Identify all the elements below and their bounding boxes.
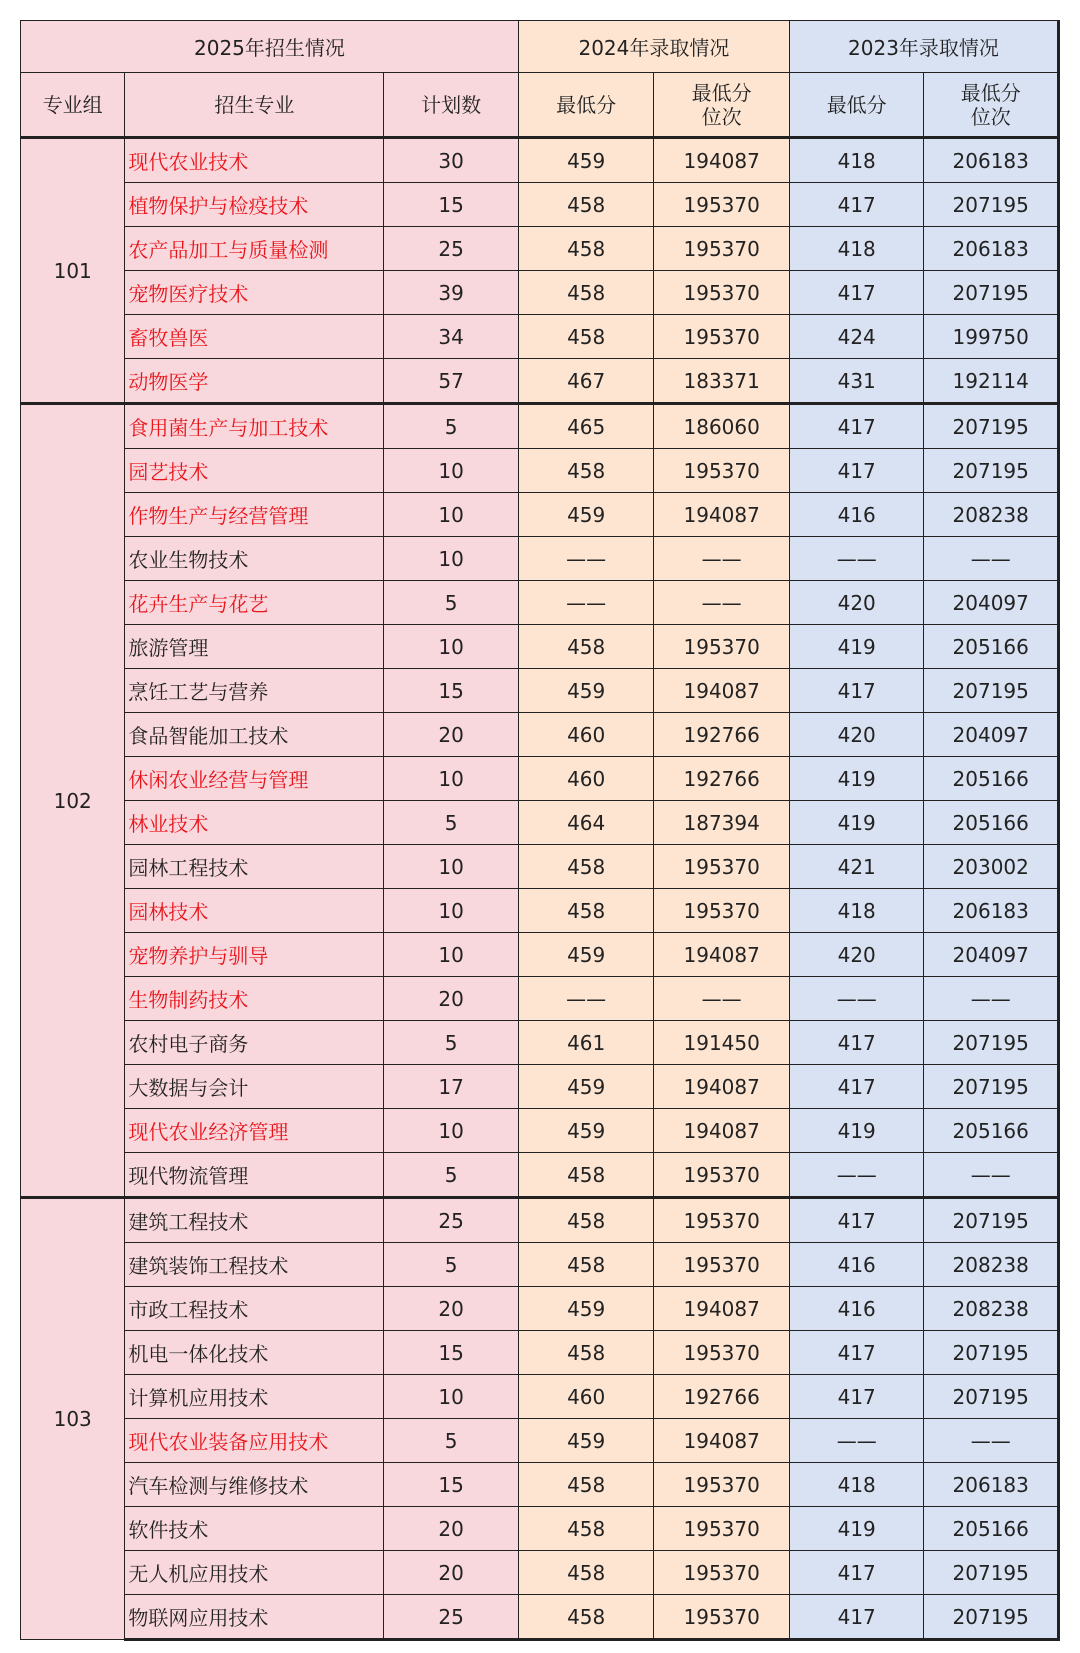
table-row	[21, 1065, 1059, 1109]
plan-count-cell: 10	[384, 889, 519, 933]
min-score-2023-cell: 417	[789, 271, 924, 315]
min-score-2024-cell: 458	[518, 625, 654, 669]
min-score-2024-cell: 458	[518, 315, 654, 359]
major-name-cell: 物联网应用技术	[125, 1595, 384, 1640]
min-rank-2024-cell: 183371	[654, 359, 790, 404]
plan-count-cell: 5	[384, 1153, 519, 1198]
min-rank-2023-cell: 192114	[924, 359, 1059, 404]
plan-count-cell: 5	[384, 1419, 519, 1463]
min-score-2023-cell: 418	[789, 227, 924, 271]
min-rank-2024-cell: 192766	[654, 713, 790, 757]
major-name-cell: 现代农业经济管理	[125, 1109, 384, 1153]
min-score-2024-cell: 460	[518, 713, 654, 757]
min-score-2023-cell: 419	[789, 757, 924, 801]
table-row	[21, 1463, 1059, 1507]
min-rank-2024-cell: 195370	[654, 1463, 790, 1507]
plan-count-cell: 10	[384, 493, 519, 537]
min-score-2024-cell: 458	[518, 183, 654, 227]
min-score-2024-cell: 459	[518, 1065, 654, 1109]
min-score-2023-cell: 417	[789, 449, 924, 493]
major-name-cell: 宠物养护与驯导	[125, 933, 384, 977]
major-name-cell: 农村电子商务	[125, 1021, 384, 1065]
min-rank-2023-cell: 205166	[924, 757, 1059, 801]
min-score-2023-cell: 418	[789, 1463, 924, 1507]
table-row	[21, 1331, 1059, 1375]
min-rank-2023-cell: 208238	[924, 493, 1059, 537]
min-score-2024-cell: 458	[518, 1463, 654, 1507]
min-score-2024-cell: 458	[518, 227, 654, 271]
table-row	[21, 1243, 1059, 1287]
major-name-cell: 园艺技术	[125, 449, 384, 493]
major-name-cell: 农业生物技术	[125, 537, 384, 581]
min-score-2023-cell: 417	[789, 669, 924, 713]
table-row	[21, 713, 1059, 757]
table-row	[21, 271, 1059, 315]
table-row	[21, 1198, 1059, 1243]
table-row	[21, 977, 1059, 1021]
min-score-2024-cell: 461	[518, 1021, 654, 1065]
plan-count-cell: 10	[384, 449, 519, 493]
min-rank-2023-cell: 207195	[924, 1021, 1059, 1065]
major-name-cell: 大数据与会计	[125, 1065, 384, 1109]
min-rank-2024-cell: 195370	[654, 227, 790, 271]
col-header-rank-2023	[924, 73, 1059, 138]
plan-count-cell: 5	[384, 404, 519, 449]
min-rank-2023-cell: 207195	[924, 669, 1059, 713]
group-code-cell: 102	[21, 404, 125, 1198]
min-rank-2023-cell: ——	[924, 537, 1059, 581]
min-score-2024-cell: 458	[518, 1507, 654, 1551]
min-rank-2024-cell: 186060	[654, 404, 790, 449]
min-score-2023-cell: 417	[789, 1375, 924, 1419]
min-score-2024-cell: 458	[518, 1198, 654, 1243]
min-rank-2024-cell: 191450	[654, 1021, 790, 1065]
min-score-2023-cell: 420	[789, 581, 924, 625]
plan-count-cell: 25	[384, 1198, 519, 1243]
plan-count-cell: 5	[384, 801, 519, 845]
admissions-table-wrapper	[20, 20, 1060, 1641]
major-name-cell: 市政工程技术	[125, 1287, 384, 1331]
min-score-2024-cell: 459	[518, 1287, 654, 1331]
min-score-2023-cell: 417	[789, 1021, 924, 1065]
min-score-2024-cell: 458	[518, 1331, 654, 1375]
table-row	[21, 183, 1059, 227]
min-score-2023-cell: ——	[789, 537, 924, 581]
admissions-table	[20, 20, 1060, 1641]
min-rank-2024-cell: 195370	[654, 449, 790, 493]
min-score-2024-cell: 459	[518, 669, 654, 713]
major-name-cell: 计算机应用技术	[125, 1375, 384, 1419]
min-rank-2024-cell: ——	[654, 581, 790, 625]
min-score-2024-cell: 458	[518, 845, 654, 889]
min-score-2023-cell: 419	[789, 1109, 924, 1153]
min-rank-2023-cell: 207195	[924, 1595, 1059, 1640]
table-row	[21, 757, 1059, 801]
major-name-cell: 园林技术	[125, 889, 384, 933]
table-row	[21, 1595, 1059, 1640]
table-header	[21, 21, 1059, 138]
plan-count-cell: 10	[384, 1375, 519, 1419]
min-score-2024-cell: ——	[518, 977, 654, 1021]
min-score-2023-cell: ——	[789, 1419, 924, 1463]
min-rank-2023-cell: ——	[924, 977, 1059, 1021]
table-row	[21, 359, 1059, 404]
table-row	[21, 581, 1059, 625]
min-rank-2024-cell: 194087	[654, 138, 790, 183]
min-score-2024-cell: 458	[518, 1595, 654, 1640]
min-score-2024-cell: 458	[518, 271, 654, 315]
min-rank-2023-cell: 205166	[924, 625, 1059, 669]
min-score-2023-cell: 421	[789, 845, 924, 889]
major-name-cell: 宠物医疗技术	[125, 271, 384, 315]
min-rank-2024-cell: 194087	[654, 493, 790, 537]
min-rank-2023-cell: 208238	[924, 1243, 1059, 1287]
min-rank-2023-cell: 207195	[924, 183, 1059, 227]
min-score-2024-cell: 459	[518, 1109, 654, 1153]
min-rank-2023-cell: 205166	[924, 1507, 1059, 1551]
section-2025-heading: 2025年招生情况	[21, 21, 519, 73]
table-row	[21, 1287, 1059, 1331]
min-rank-2024-cell: 194087	[654, 1419, 790, 1463]
table-row	[21, 625, 1059, 669]
min-score-2024-cell: ——	[518, 581, 654, 625]
min-score-2024-cell: 458	[518, 1243, 654, 1287]
major-name-cell: 休闲农业经营与管理	[125, 757, 384, 801]
min-score-2024-cell: 460	[518, 1375, 654, 1419]
plan-count-cell: 10	[384, 537, 519, 581]
plan-count-cell: 5	[384, 1021, 519, 1065]
min-score-2023-cell: 417	[789, 183, 924, 227]
min-rank-2024-cell: 195370	[654, 1551, 790, 1595]
plan-count-cell: 20	[384, 713, 519, 757]
major-name-cell: 动物医学	[125, 359, 384, 404]
min-score-2024-cell: 459	[518, 138, 654, 183]
major-name-cell: 植物保护与检疫技术	[125, 183, 384, 227]
min-score-2023-cell: 420	[789, 713, 924, 757]
plan-count-cell: 15	[384, 183, 519, 227]
major-name-cell: 作物生产与经营管理	[125, 493, 384, 537]
min-score-2023-cell: 420	[789, 933, 924, 977]
min-rank-2024-cell: 192766	[654, 757, 790, 801]
min-rank-2023-cell: 207195	[924, 271, 1059, 315]
col-header-plan: 计划数	[384, 73, 519, 138]
min-score-2024-cell: ——	[518, 537, 654, 581]
min-score-2023-cell: 417	[789, 404, 924, 449]
table-row	[21, 315, 1059, 359]
min-score-2024-cell: 458	[518, 889, 654, 933]
min-rank-2024-cell: 195370	[654, 1243, 790, 1287]
min-score-2024-cell: 467	[518, 359, 654, 404]
table-row	[21, 1153, 1059, 1198]
table-row	[21, 537, 1059, 581]
min-rank-2023-cell: 205166	[924, 801, 1059, 845]
min-rank-2023-cell: 203002	[924, 845, 1059, 889]
plan-count-cell: 20	[384, 1551, 519, 1595]
min-rank-2024-cell: 195370	[654, 1331, 790, 1375]
min-score-2023-cell: 416	[789, 493, 924, 537]
min-rank-2023-cell: 199750	[924, 315, 1059, 359]
table-row	[21, 1109, 1059, 1153]
col-header-min-2023: 最低分	[789, 73, 924, 138]
col-header-group: 专业组	[21, 73, 125, 138]
major-name-cell: 畜牧兽医	[125, 315, 384, 359]
table-row	[21, 404, 1059, 449]
min-rank-2023-cell: ——	[924, 1419, 1059, 1463]
min-score-2023-cell: 419	[789, 801, 924, 845]
plan-count-cell: 15	[384, 1331, 519, 1375]
min-score-2024-cell: 459	[518, 933, 654, 977]
min-rank-2024-cell: 194087	[654, 933, 790, 977]
table-row	[21, 845, 1059, 889]
min-rank-2023-cell: 206183	[924, 1463, 1059, 1507]
min-score-2023-cell: 417	[789, 1065, 924, 1109]
min-rank-2024-cell: 195370	[654, 1153, 790, 1198]
major-name-cell: 园林工程技术	[125, 845, 384, 889]
min-rank-2023-cell: 208238	[924, 1287, 1059, 1331]
plan-count-cell: 20	[384, 1287, 519, 1331]
min-rank-2024-cell: 195370	[654, 845, 790, 889]
table-row	[21, 227, 1059, 271]
min-rank-2023-cell: 207195	[924, 1331, 1059, 1375]
col-header-rank-2024	[654, 73, 790, 138]
plan-count-cell: 10	[384, 933, 519, 977]
major-name-cell: 食用菌生产与加工技术	[125, 404, 384, 449]
group-code-cell: 101	[21, 138, 125, 404]
major-name-cell: 林业技术	[125, 801, 384, 845]
plan-count-cell: 10	[384, 757, 519, 801]
major-name-cell: 现代物流管理	[125, 1153, 384, 1198]
min-score-2023-cell: 418	[789, 138, 924, 183]
plan-count-cell: 10	[384, 845, 519, 889]
min-score-2023-cell: 417	[789, 1331, 924, 1375]
plan-count-cell: 25	[384, 227, 519, 271]
table-row	[21, 1551, 1059, 1595]
plan-count-cell: 20	[384, 977, 519, 1021]
table-row	[21, 933, 1059, 977]
min-rank-2023-cell: 206183	[924, 138, 1059, 183]
min-rank-2023-cell: 206183	[924, 227, 1059, 271]
plan-count-cell: 20	[384, 1507, 519, 1551]
min-rank-2024-cell: 187394	[654, 801, 790, 845]
min-score-2023-cell: 419	[789, 625, 924, 669]
section-2024-heading: 2024年录取情况	[518, 21, 789, 73]
major-name-cell: 旅游管理	[125, 625, 384, 669]
min-score-2023-cell: 417	[789, 1595, 924, 1640]
min-score-2024-cell: 464	[518, 801, 654, 845]
major-name-cell: 生物制药技术	[125, 977, 384, 1021]
min-score-2023-cell: 417	[789, 1198, 924, 1243]
min-rank-2023-cell: 207195	[924, 404, 1059, 449]
major-name-cell: 建筑工程技术	[125, 1198, 384, 1243]
plan-count-cell: 17	[384, 1065, 519, 1109]
plan-count-cell: 34	[384, 315, 519, 359]
major-name-cell: 现代农业技术	[125, 138, 384, 183]
table-row	[21, 493, 1059, 537]
plan-count-cell: 57	[384, 359, 519, 404]
min-rank-2024-cell: 195370	[654, 183, 790, 227]
min-rank-2023-cell: 207195	[924, 1375, 1059, 1419]
min-rank-2024-cell: 195370	[654, 271, 790, 315]
table-row	[21, 801, 1059, 845]
table-row	[21, 1419, 1059, 1463]
min-score-2024-cell: 459	[518, 1419, 654, 1463]
min-score-2023-cell: 431	[789, 359, 924, 404]
plan-count-cell: 5	[384, 581, 519, 625]
table-body	[21, 138, 1059, 1640]
min-rank-2024-cell: 195370	[654, 889, 790, 933]
table-row	[21, 1507, 1059, 1551]
min-rank-2024-cell: 195370	[654, 1595, 790, 1640]
min-rank-2024-cell: 194087	[654, 1109, 790, 1153]
min-rank-2024-cell: 194087	[654, 1065, 790, 1109]
min-rank-2024-cell: 195370	[654, 1198, 790, 1243]
major-name-cell: 无人机应用技术	[125, 1551, 384, 1595]
min-rank-2023-cell: 207195	[924, 1065, 1059, 1109]
plan-count-cell: 5	[384, 1243, 519, 1287]
plan-count-cell: 15	[384, 1463, 519, 1507]
major-name-cell: 软件技术	[125, 1507, 384, 1551]
min-rank-2024-cell: ——	[654, 977, 790, 1021]
min-rank-2024-cell: 195370	[654, 315, 790, 359]
major-name-cell: 烹饪工艺与营养	[125, 669, 384, 713]
plan-count-cell: 10	[384, 625, 519, 669]
plan-count-cell: 39	[384, 271, 519, 315]
min-rank-2024-cell: 195370	[654, 625, 790, 669]
col-header-min-2024: 最低分	[518, 73, 654, 138]
group-code-cell: 103	[21, 1198, 125, 1640]
table-row	[21, 669, 1059, 713]
min-rank-2024-cell: 194087	[654, 1287, 790, 1331]
section-2023-heading: 2023年录取情况	[789, 21, 1058, 73]
plan-count-cell: 30	[384, 138, 519, 183]
min-score-2024-cell: 459	[518, 493, 654, 537]
min-score-2024-cell: 458	[518, 449, 654, 493]
table-row	[21, 138, 1059, 183]
table-row	[21, 449, 1059, 493]
min-score-2024-cell: 458	[518, 1551, 654, 1595]
min-rank-2023-cell: 204097	[924, 933, 1059, 977]
table-row	[21, 889, 1059, 933]
min-rank-2023-cell: 204097	[924, 581, 1059, 625]
min-score-2024-cell: 465	[518, 404, 654, 449]
min-rank-2023-cell: 204097	[924, 713, 1059, 757]
major-name-cell: 现代农业装备应用技术	[125, 1419, 384, 1463]
major-name-cell: 汽车检测与维修技术	[125, 1463, 384, 1507]
plan-count-cell: 15	[384, 669, 519, 713]
min-rank-2023-cell: 207195	[924, 1551, 1059, 1595]
min-score-2023-cell: 417	[789, 1551, 924, 1595]
plan-count-cell: 25	[384, 1595, 519, 1640]
col-header-rank-2023-text: 最低分位次	[960, 80, 1021, 129]
min-score-2023-cell: 416	[789, 1287, 924, 1331]
min-score-2023-cell: 424	[789, 315, 924, 359]
major-name-cell: 建筑装饰工程技术	[125, 1243, 384, 1287]
col-header-rank-2024-text: 最低分位次	[691, 80, 752, 129]
min-rank-2024-cell: 195370	[654, 1507, 790, 1551]
table-row	[21, 1375, 1059, 1419]
major-name-cell: 农产品加工与质量检测	[125, 227, 384, 271]
min-score-2023-cell: 419	[789, 1507, 924, 1551]
plan-count-cell: 10	[384, 1109, 519, 1153]
min-rank-2023-cell: ——	[924, 1153, 1059, 1198]
major-name-cell: 机电一体化技术	[125, 1331, 384, 1375]
min-rank-2024-cell: ——	[654, 537, 790, 581]
min-score-2023-cell: ——	[789, 1153, 924, 1198]
major-name-cell: 花卉生产与花艺	[125, 581, 384, 625]
min-score-2023-cell: 416	[789, 1243, 924, 1287]
major-name-cell: 食品智能加工技术	[125, 713, 384, 757]
min-rank-2023-cell: 206183	[924, 889, 1059, 933]
min-rank-2023-cell: 207195	[924, 1198, 1059, 1243]
col-header-major: 招生专业	[125, 73, 384, 138]
min-score-2023-cell: ——	[789, 977, 924, 1021]
min-rank-2024-cell: 192766	[654, 1375, 790, 1419]
table-row	[21, 1021, 1059, 1065]
min-rank-2024-cell: 194087	[654, 669, 790, 713]
min-score-2024-cell: 458	[518, 1153, 654, 1198]
min-score-2023-cell: 418	[789, 889, 924, 933]
min-rank-2023-cell: 207195	[924, 449, 1059, 493]
min-score-2024-cell: 460	[518, 757, 654, 801]
min-rank-2023-cell: 205166	[924, 1109, 1059, 1153]
